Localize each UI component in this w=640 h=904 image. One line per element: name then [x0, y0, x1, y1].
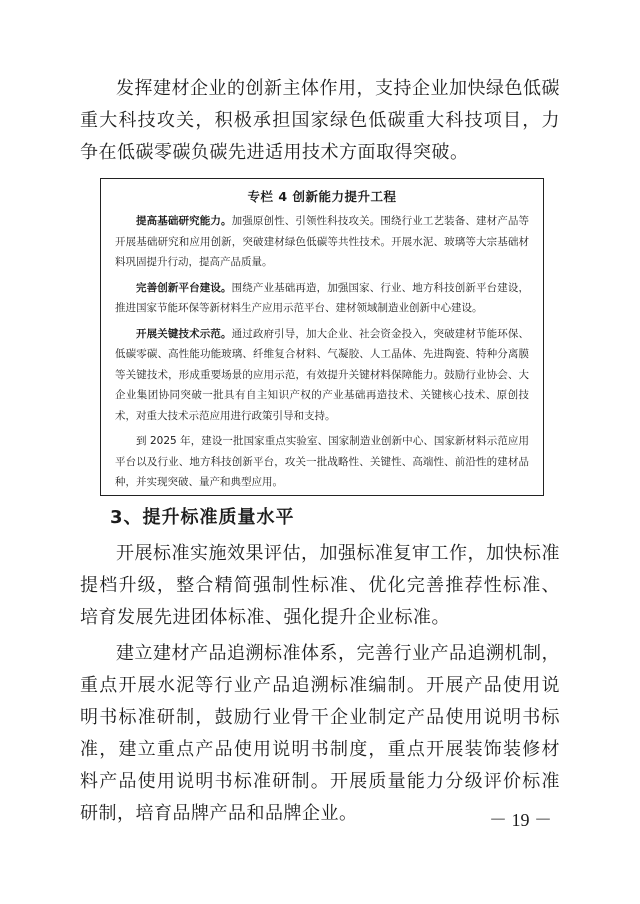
paragraph-traceability: 建立建材产品追溯标准体系，完善行业产品追溯机制，重点开展水泥等行业产品追溯标准编制。开展产品使用说明书标准研制，鼓励行业骨干企业制定产品使用说明书标准，建立重点产品使用说明书制度，重点开展装饰装修材料产品使用说明书标准研制。开展质量能力分级评价标准研制，培育品牌产品和品牌企业。: [80, 643, 560, 824]
paragraph-innovation-subject: 发挥建材企业的创新主体作用，支持企业加快绿色低碳重大科技攻关，积极承担国家绿色低碳重大科技项目，力争在低碳零碳负碳先进适用技术方面取得突破。: [80, 78, 560, 163]
box-paragraph-lead: 完善创新平台建设。: [136, 281, 232, 294]
box-paragraph-text: 围绕产业基础再造，加强国家、行业、地方科技创新平台建设，推进国家节能环保等新材料生产应用示范平台、建材领域制造业创新中心建设。: [115, 281, 529, 314]
section-heading: 3、提升标准质量水平: [110, 507, 295, 528]
box-paragraph-text: 到 2025 年，建设一批国家重点实验室、国家制造业创新中心、国家新材料示范应用平台以及行业、地方科技创新平台，攻关一批战略性、关键性、高端性、前沿性的建材品种，并实现突破、量产和典型应用。: [115, 435, 529, 488]
box-paragraph-text: 通过政府引导，加大企业、社会资金投入，突破建材节能环保、低碳零碳、高性能功能玻璃、纤维复合材料、气凝胶、人工晶体、先进陶瓷、特种分离膜等关键技术，形成重要场景的应用示范，有效提升关键材料保障能力。鼓励行业协会、大企业集团协同突破一批具有自主知识产权的产业基础再造技术、关键核心技术、原创技术，对重大技术示范应用进行政策引导和支持。: [115, 327, 529, 422]
box-paragraph-lead: 提高基础研究能力。: [136, 215, 232, 227]
box-title: 专栏 4 创新能力提升工程: [247, 189, 397, 204]
box-paragraph-text: 加强原创性、引领性科技攻关。围绕行业工艺装备、建材产品等开展基础研究和应用创新，突破建材绿色低碳等共性技术。开展水泥、玻璃等大宗基础材料巩固提升行动，提高产品质量。: [115, 215, 529, 268]
paragraph-standard-evaluation: 开展标准实施效果评估，加强标准复审工作，加快标准提档升级，整合精简强制性标准、优化完善推荐性标准、培育发展先进团体标准、强化提升企业标准。: [80, 543, 560, 628]
page-number: － 19 －: [489, 810, 552, 830]
box-paragraph-key-tech: [115, 324, 529, 427]
box-paragraph-2025-goal: [115, 431, 529, 493]
column-box-innovation: [100, 178, 544, 496]
box-paragraph-basic-research: [115, 211, 529, 273]
box-paragraph-lead: 开展关键技术示范。: [136, 327, 232, 340]
box-paragraph-platform: [115, 278, 529, 319]
